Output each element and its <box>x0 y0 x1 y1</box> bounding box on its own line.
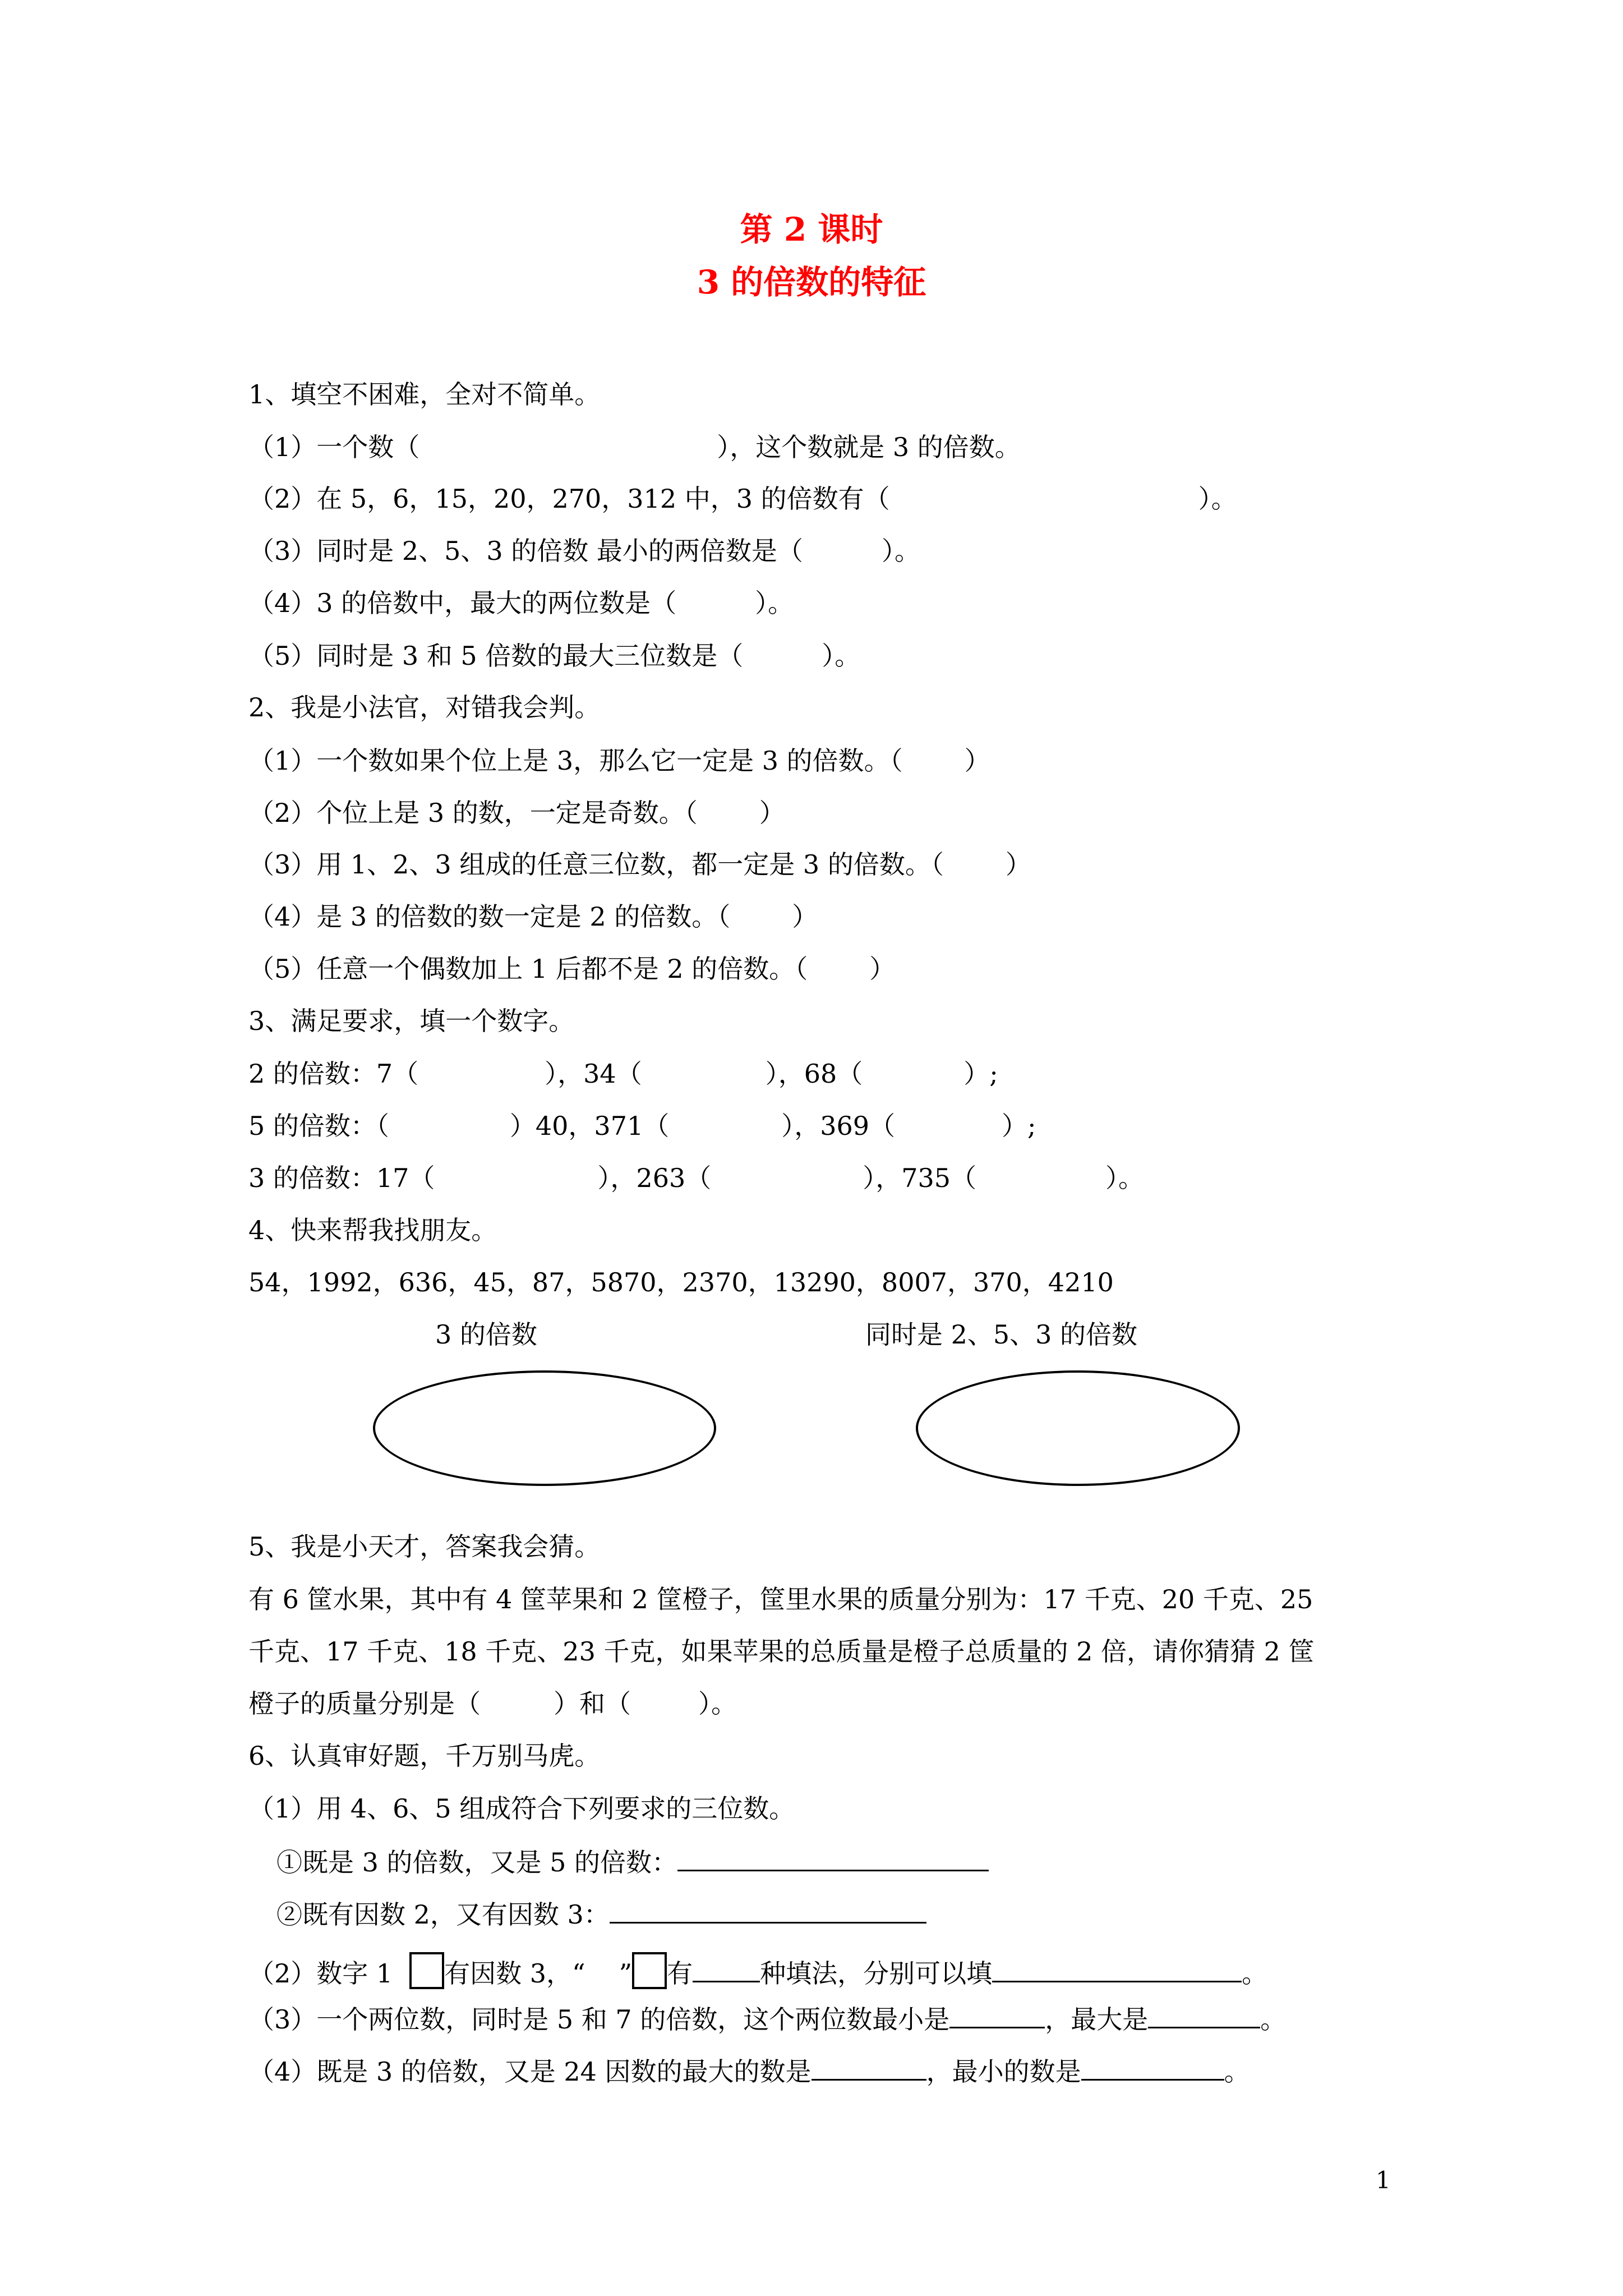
q5-paragraph-line-2: 千克、17 千克、18 千克、23 千克，如果苹果的总质量是橙子总质量的 2 倍，请你猜猜 2 筐 <box>248 1636 1315 1667</box>
q1-heading: 1、填空不困难，全对不简单。 <box>248 379 601 409</box>
q3-item-1: 2 的倍数：7（ ），34（ ），68（ ）; <box>248 1059 998 1089</box>
q5-heading: 5、我是小天才，答案我会猜。 <box>248 1531 601 1562</box>
q5-paragraph-line-3: 橙子的质量分别是（ ）和（ ）。 <box>248 1688 737 1719</box>
q6-item-4: （4）既是 3 的倍数，又是 24 因数的最大的数是 ，最小的数是 。 <box>248 2056 1250 2087</box>
q4-number-list: 54，1992，636，45，87，5870，2370，13290，8007，370，4210 <box>248 1267 1114 1297</box>
lesson-title: 第 2 课时 <box>740 210 883 249</box>
q6-item-1: （1）用 4、6、5 组成符合下列要求的三位数。 <box>248 1793 795 1824</box>
q2-item-2: （2）个位上是 3 的数，一定是奇数。（ ） <box>248 798 785 828</box>
q1-item-1: （1）一个数（ ），这个数就是 3 的倍数。 <box>248 432 1021 462</box>
q2-item-4: （4）是 3 的倍数的数一定是 2 的倍数。（ ） <box>248 901 818 932</box>
q3-item-2: 5 的倍数：（ ）40，371（ ），369（ ）; <box>248 1111 1036 1141</box>
q3-item-3: 3 的倍数：17（ ），263（ ），735（ ）。 <box>248 1163 1145 1193</box>
q2-item-3: （3）用 1、2、3 组成的任意三位数，都一定是 3 的倍数。（ ） <box>248 849 1031 880</box>
answer-blank <box>811 2056 926 2081</box>
q6-item-3: （3）一个两位数，同时是 5 和 7 的倍数，这个两位数最小是 ，最大是 。 <box>248 2004 1287 2035</box>
q2-item-5: （5）任意一个偶数加上 1 后都不是 2 的倍数。（ ） <box>248 954 896 984</box>
answer-blank <box>1148 2004 1260 2028</box>
q3-heading: 3、满足要求，填一个数字。 <box>248 1006 575 1036</box>
answer-blank <box>693 1958 760 1982</box>
multiples-of-3-label: 3 的倍数 <box>435 1319 537 1350</box>
q1-item-2: （2）在 5，6，15，20，270，312 中，3 的倍数有（ ）。 <box>248 484 1237 514</box>
answer-blank <box>677 1847 989 1871</box>
page-number: 1 <box>1376 2166 1391 2194</box>
q1-item-5: （5）同时是 3 和 5 倍数的最大三位数是（ ）。 <box>248 641 861 671</box>
multiples-of-3-circle <box>373 1370 716 1486</box>
q6-item-2: （2）数字 1 有因数 3，“ ” 有 种填法，分别可以填 。 <box>248 1952 1267 1989</box>
q2-heading: 2、我是小法官，对错我会判。 <box>248 692 601 723</box>
multiples-of-2-5-3-label: 同时是 2、5、3 的倍数 <box>865 1319 1138 1350</box>
answer-blank <box>1081 2056 1224 2081</box>
q5-paragraph-line-1: 有 6 筐水果，其中有 4 筐苹果和 2 筐橙子，筐里水果的质量分别为：17 千克、20 千克、25 <box>248 1584 1313 1614</box>
q2-item-1: （1）一个数如果个位上是 3，那么它一定是 3 的倍数。（ ） <box>248 746 990 776</box>
digit-box <box>409 1952 444 1989</box>
q1-item-4: （4）3 的倍数中，最大的两位数是（ ）。 <box>248 588 794 618</box>
q6-item-1b: ②既有因数 2，又有因数 3： <box>276 1899 926 1927</box>
answer-blank <box>610 1899 926 1924</box>
q6-heading: 6、认真审好题，千万别马虎。 <box>248 1741 601 1771</box>
answer-blank <box>949 2004 1045 2028</box>
answer-blank <box>992 1958 1242 1982</box>
multiples-of-2-5-3-circle <box>916 1370 1240 1486</box>
lesson-subtitle: 3 的倍数的特征 <box>697 263 926 301</box>
q1-item-3: （3）同时是 2、5、3 的倍数 最小的两倍数是（ ）。 <box>248 536 920 566</box>
q6-item-1a: ①既是 3 的倍数，又是 5 的倍数： <box>276 1847 989 1875</box>
digit-box <box>632 1952 667 1989</box>
q4-heading: 4、快来帮我找朋友。 <box>248 1215 497 1245</box>
